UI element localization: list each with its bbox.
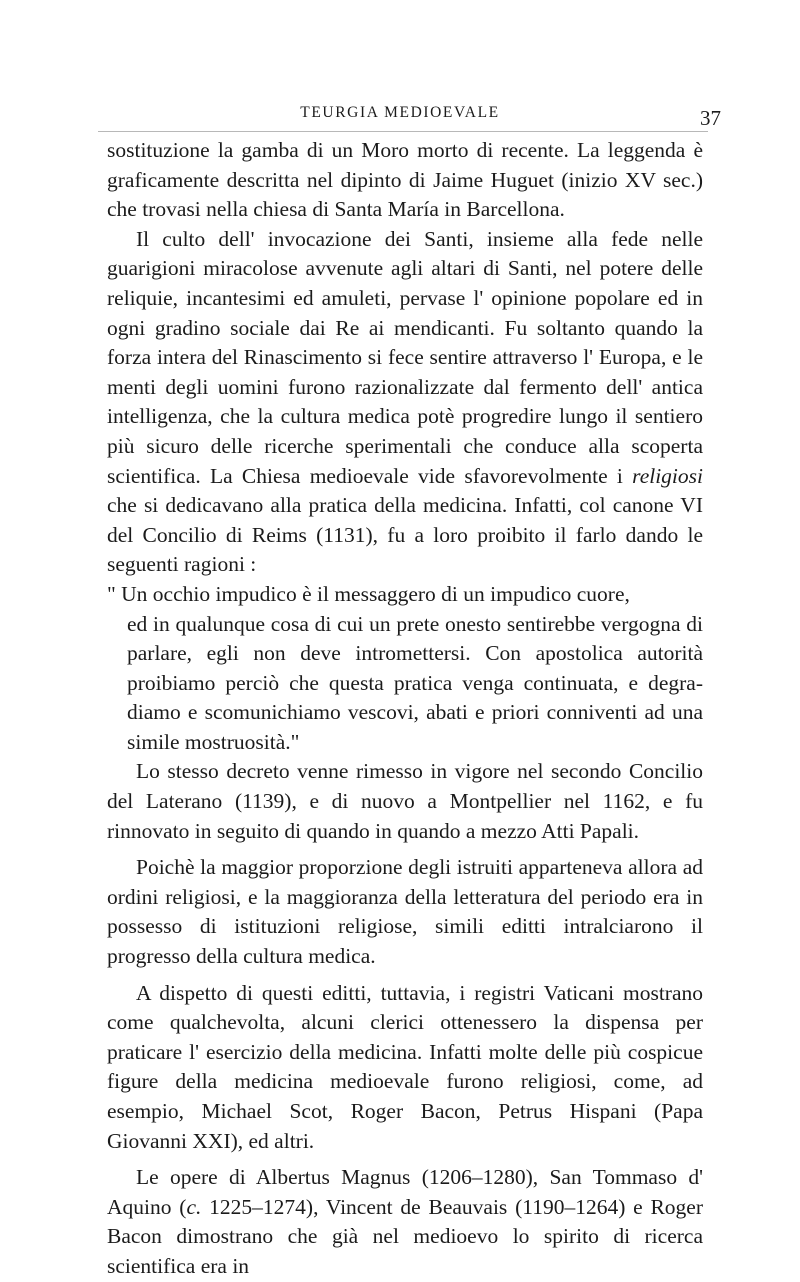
paragraph-continuation bbox=[107, 136, 703, 225]
paragraph-opere bbox=[107, 1163, 703, 1281]
paragraph-laterano bbox=[107, 757, 703, 846]
running-head: TEURGIA MEDIOEVALE bbox=[300, 104, 500, 121]
paragraph-text: Poichè la maggior proporzione degli istruiti apparteneva allora ad ordini religiosi, e la maggioranza della letteratura del periodo era in possesso di istituzioni religiose, simili editti intralciarono il progresso della cultura medica. bbox=[107, 855, 703, 969]
page-header bbox=[0, 104, 800, 130]
paragraph-text: Il culto dell' invocazione dei Santi, insieme alla fede nelle guarigioni miracolose avvenute agli altari di Santi, nel potere delle reliquie, incantesimi ed amuleti, pervase l' opinione popolare ed in ogni gradino sociale dai Re ai mendicanti. Fu soltanto quando la forza intera del Rinascimento si fece sentire attraverso l' Europa, e le menti degli uomini furono razionalizzate dal fermento dell' antica intelligenza, che la cultura medica potè progredire lungo il sentiero più sicuro delle ricerche sperimentali che conduce alla scoperta scientifica. La Chiesa medioevale vide sfavorevolmente i bbox=[107, 226, 703, 488]
italic-term: religiosi bbox=[632, 463, 703, 488]
paragraph-vaticani bbox=[107, 979, 703, 1157]
quotation-text: " Un occhio impudico è il messaggero di un impudico cuore, bbox=[107, 581, 630, 606]
paragraph-religiosi bbox=[107, 853, 703, 971]
paragraph-text: Le opere di Albertus Magnus (1206–1280), San Tommaso d' Aquino ( bbox=[107, 1165, 703, 1219]
page-number: 37 bbox=[700, 106, 721, 130]
paragraph-saints-cult bbox=[107, 225, 703, 580]
paragraph-text: 1225–1274), Vincent de Beauvais (1190–1264) e Roger Bacon dimostrano che già nel medioevo lo spirito di ricerca scientifica era in bbox=[107, 1194, 704, 1278]
paragraph-text: Lo stesso decreto venne rimesso in vigore nel secondo Concilio del Laterano (1139), e di nuovo a Montpellier nel 1162, e fu rinnovato in seguito di quando in quando a mezzo Atti Papali. bbox=[107, 759, 703, 843]
paragraph-text: A dispetto di questi editti, tuttavia, i registri Vaticani mostrano come qualchevolta, alcuni clerici ottenessero la dispensa per praticare l' esercizio della medicina. Infatti molte delle più cospicue figure della medicina medioevale furono religiosi, come, ad esempio, Michael Scot, Roger Bacon, Petrus Hispani (Papa Giovanni XXI), ed altri. bbox=[107, 980, 703, 1153]
header-rule bbox=[98, 131, 708, 132]
paragraph-text: che si dedicavano alla pratica della medicina. Infatti, col canone VI del Concilio di Reims (1131), fu a loro proibito il farlo dando le seguenti ragioni : bbox=[107, 493, 703, 577]
quotation bbox=[107, 580, 703, 610]
quotation-text: ed in qualunque cosa di cui un prete onesto sentirebbe vergogna di parlare, egli non deve intromettersi. Con apostolica autorità proibiamo perciò che questa pratica venga continuata, e degra-diamo e scomunichiamo vescovi, abati e priori conniventi ad una simile mostruosità." bbox=[127, 611, 703, 754]
body-text bbox=[107, 136, 703, 1282]
quotation-continuation bbox=[107, 610, 703, 758]
italic-circa: c. bbox=[186, 1194, 202, 1219]
paragraph-text: sostituzione la gamba di un Moro morto di recente. La leggenda è graficamente descritta nel dipinto di Jaime Huguet (inizio XV sec.) che trovasi nella chiesa di Santa María in Barcellona. bbox=[107, 138, 703, 222]
